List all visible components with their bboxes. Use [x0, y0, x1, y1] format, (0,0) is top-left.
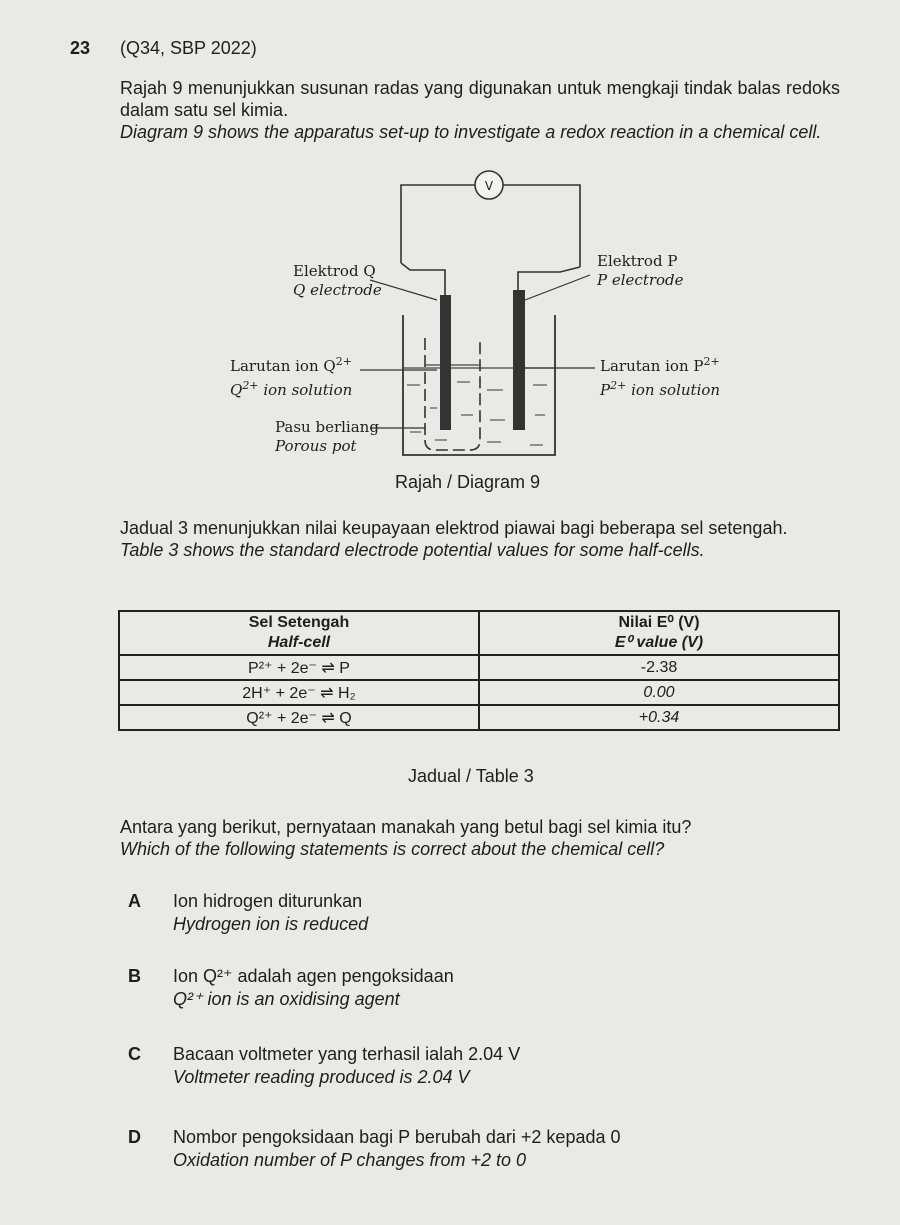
- table-row: [119, 655, 839, 680]
- option-text-ms: Ion hidrogen diturunkan: [173, 891, 363, 911]
- option-text-en: Oxidation number of P changes from +2 to 0: [173, 1150, 527, 1170]
- prompt-en: Which of the following statements is correct about the chemical cell?: [120, 839, 665, 859]
- option-letter: D: [128, 1127, 141, 1147]
- option-text-ms: Nombor pengoksidaan bagi P berubah dari +2 kepada 0: [173, 1127, 621, 1147]
- option-text-ms: Bacaan voltmeter yang terhasil ialah 2.04 V: [173, 1044, 521, 1064]
- label-p-electrode: Elektrod P P electrode: [597, 252, 684, 289]
- wire-right: [503, 185, 580, 267]
- electrochemical-cell-diagram: [225, 170, 745, 480]
- header-e0-value: Nilai E⁰ (V) E⁰ value (V): [479, 611, 839, 655]
- cell-half-cell: P²⁺ + 2e⁻ ⇌ P: [119, 655, 479, 680]
- intro-paragraph: [120, 77, 840, 143]
- wire-to-q: [401, 263, 445, 295]
- cell-e0-value: +0.34: [479, 705, 839, 730]
- wire-left: [401, 185, 475, 263]
- p-electrode: [513, 290, 525, 430]
- electrode-potential-table: [118, 610, 840, 731]
- solution-dashes: [407, 382, 547, 445]
- label-p-solution: Larutan ion $P^{2+}$ $P^{2+}$ ion solution: [600, 355, 721, 399]
- porous-pot: [425, 338, 480, 450]
- q-electrode: [440, 295, 451, 430]
- label-q-solution: Larutan ion $Q^{2+}$ $Q^{2+}$ ion solution: [230, 355, 353, 399]
- option-text-en: Voltmeter reading produced is 2.04 V: [173, 1067, 470, 1087]
- option-letter: B: [128, 966, 141, 986]
- intro-text-en: Diagram 9 shows the apparatus set-up to investigate a redox reaction in a chemical cell.: [120, 122, 822, 142]
- label-q-electrode: Elektrod Q Q electrode: [293, 262, 382, 299]
- label-pointers: [360, 275, 595, 428]
- cell-e0-value: -2.38: [479, 655, 839, 680]
- cell-half-cell: Q²⁺ + 2e⁻ ⇌ Q: [119, 705, 479, 730]
- table-intro-ms: Jadual 3 menunjukkan nilai keupayaan elektrod piawai bagi beberapa sel setengah.: [120, 518, 788, 538]
- question-source: (Q34, SBP 2022): [120, 38, 257, 58]
- header-half-cell: Sel Setengah Half-cell: [119, 611, 479, 655]
- intro-text-ms: Rajah 9 menunjukkan susunan radas yang digunakan untuk mengkaji tindak balas redoks dalam satu sel kimia.: [120, 78, 840, 120]
- prompt-ms: Antara yang berikut, pernyataan manakah yang betul bagi sel kimia itu?: [120, 817, 692, 837]
- cell-e0-value: 0.00: [479, 680, 839, 705]
- option-text-ms: Ion Q²⁺ adalah agen pengoksidaan: [173, 966, 454, 986]
- option-letter: A: [128, 891, 141, 911]
- prompt-paragraph: [120, 816, 840, 860]
- table-intro-en: Table 3 shows the standard electrode potential values for some half-cells.: [120, 540, 705, 560]
- cell-half-cell: 2H⁺ + 2e⁻ ⇌ H₂: [119, 680, 479, 705]
- diagram-caption: Rajah / Diagram 9: [395, 472, 541, 492]
- table-intro-paragraph: [120, 517, 840, 561]
- option-text-en: Hydrogen ion is reduced: [173, 914, 369, 934]
- option-text-en: Q²⁺ ion is an oxidising agent: [173, 989, 400, 1009]
- voltmeter-symbol: V: [484, 179, 494, 193]
- table-caption: Jadual / Table 3: [408, 766, 534, 786]
- label-porous-pot: Pasu berliang Porous pot: [275, 418, 379, 455]
- table-row: [119, 705, 839, 730]
- table-row: [119, 680, 839, 705]
- question-number: 23: [70, 38, 91, 58]
- option-letter: C: [128, 1044, 141, 1064]
- table-header-row: [119, 611, 839, 655]
